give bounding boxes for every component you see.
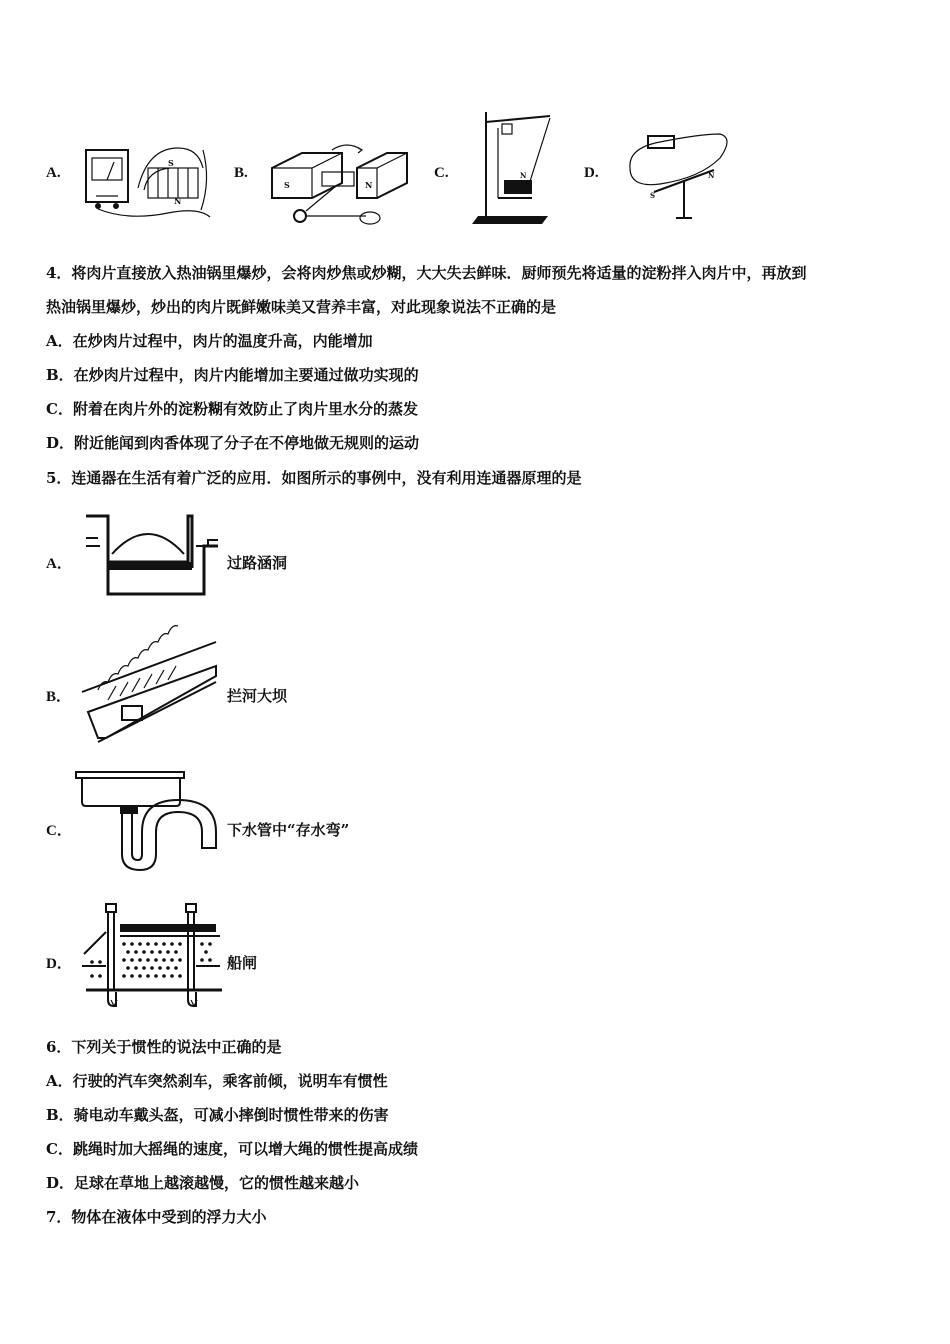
q3-option-a-label: A. (46, 165, 61, 181)
q4-option-a: A．在炒肉片过程中，肉片的温度升高，内能增加 (46, 332, 373, 350)
q3-option-d-label: D. (584, 165, 599, 181)
q6-option-c: C．跳绳时加大摇绳的速度，可以增大绳的惯性提高成绩 (46, 1140, 418, 1158)
svg-text:N: N (365, 180, 373, 190)
ship-lock-figure (80, 900, 222, 1010)
svg-text:S: S (284, 180, 290, 190)
culvert-figure (84, 508, 220, 600)
q4-stem-line2: 热油锅里爆炒，炒出的肉片既鲜嫩味美又营养丰富，对此现象说法不正确的是 (46, 298, 557, 316)
q5-option-c-caption: 下水管中“存水弯” (227, 821, 350, 839)
q5-stem: 5．连通器在生活有着广泛的应用．如图所示的事例中，没有利用连通器原理的是 (46, 469, 582, 487)
stand-with-suspended-wire-figure (470, 108, 560, 230)
svg-text:N: N (174, 196, 182, 206)
svg-text:S: S (168, 158, 174, 168)
q6-option-b: B．骑电动车戴头盔，可减小摔倒时惯性带来的伤害 (46, 1106, 389, 1124)
q4-stem-line1: 4．将肉片直接放入热油锅里爆炒，会将肉炒焦或炒糊，大大失去鲜味．厨师预先将适量的淀粉拌入肉片中，再放到 (46, 264, 807, 282)
q6-stem: 6．下列关于惯性的说法中正确的是 (46, 1038, 282, 1056)
svg-text:N: N (708, 171, 715, 180)
q5-option-a-caption: 过路涵洞 (227, 554, 288, 572)
q5-option-c-label: C． (46, 823, 72, 839)
q5-option-a-label: A． (46, 556, 72, 572)
galvanometer-coil-magnet-figure (78, 138, 213, 220)
motor-between-magnets-figure (262, 138, 412, 230)
drain-trap-figure (74, 770, 220, 878)
river-dam-figure (78, 638, 220, 750)
q5-option-d-caption: 船闸 (227, 954, 258, 972)
svg-text:S: S (650, 191, 656, 200)
q3-option-c-label: C. (434, 165, 449, 181)
q5-option-d-label: D． (46, 956, 72, 972)
q5-option-b-label: B． (46, 689, 72, 705)
q3-option-b-label: B. (234, 165, 248, 181)
svg-text:N: N (520, 171, 527, 180)
q6-option-d: D．足球在草地上越滚越慢，它的惯性越来越小 (46, 1174, 360, 1192)
q5-option-b-caption: 拦河大坝 (227, 687, 288, 705)
compass-needle-with-wire-figure (624, 126, 734, 226)
q4-option-d: D．附近能闻到肉香体现了分子在不停地做无规则的运动 (46, 434, 420, 452)
q4-option-c: C．附着在肉片外的淀粉糊有效防止了肉片里水分的蒸发 (46, 400, 418, 418)
q4-option-b: B．在炒肉片过程中，肉片内能增加主要通过做功实现的 (46, 366, 419, 384)
q6-option-a: A．行驶的汽车突然刹车，乘客前倾，说明车有惯性 (46, 1072, 388, 1090)
q7-stem: 7．物体在液体中受到的浮力大小 (46, 1208, 267, 1226)
